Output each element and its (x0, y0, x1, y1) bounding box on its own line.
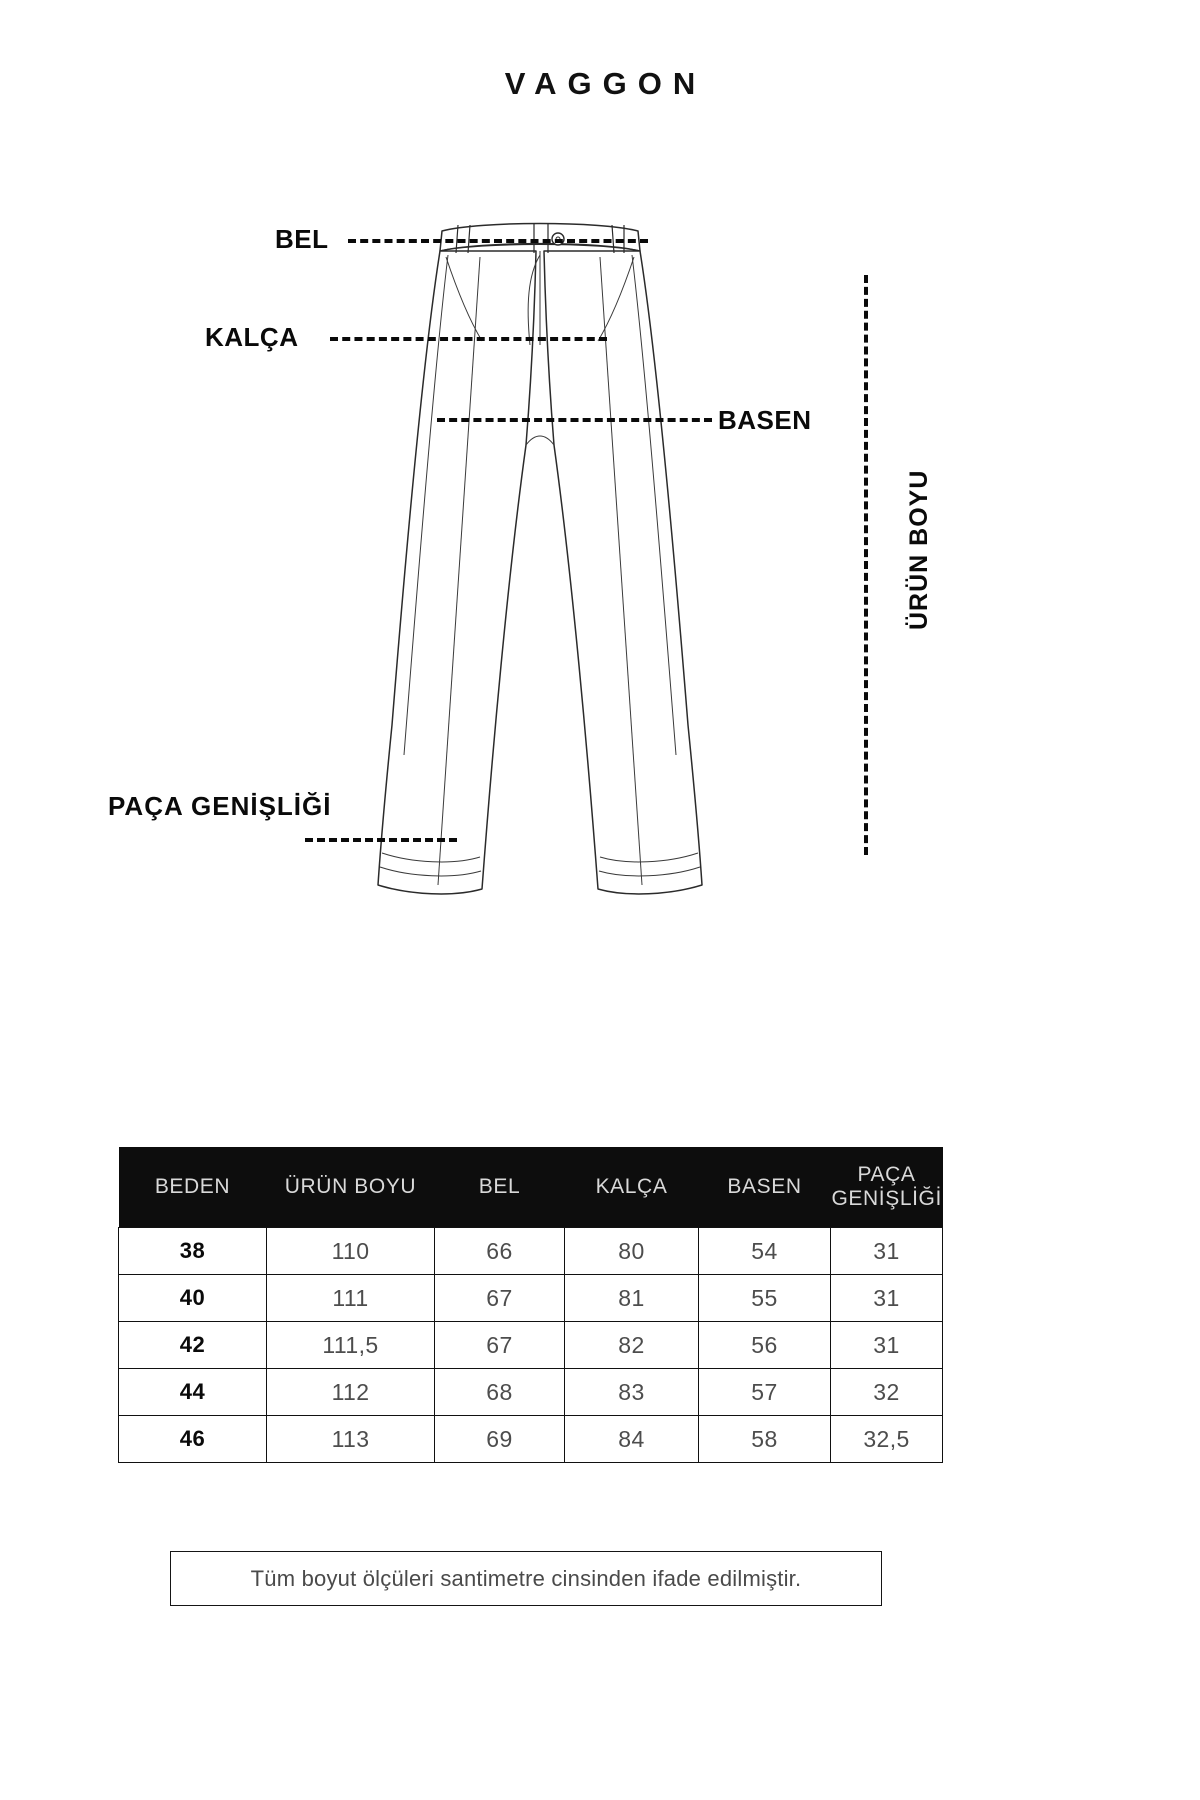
cell-kalca: 83 (565, 1369, 699, 1416)
cell-basen: 56 (699, 1322, 831, 1369)
cell-paca: 31 (831, 1228, 943, 1275)
header-urun-boyu: ÜRÜN BOYU (267, 1147, 435, 1228)
table-header-row (119, 1147, 943, 1228)
cell-basen: 55 (699, 1275, 831, 1322)
cell-paca: 32,5 (831, 1416, 943, 1463)
label-bel: BEL (275, 224, 329, 254)
table-row (119, 1369, 943, 1416)
cell-urun-boyu: 111 (267, 1275, 435, 1322)
label-kalca: KALÇA (205, 322, 299, 352)
label-urun-boyu: ÜRÜN BOYU (905, 469, 933, 630)
header-paca-genisligi (831, 1147, 943, 1228)
cell-basen: 57 (699, 1369, 831, 1416)
cell-beden: 42 (119, 1322, 267, 1369)
kalca-leader-line (330, 337, 607, 341)
cell-beden: 40 (119, 1275, 267, 1322)
cell-basen: 54 (699, 1228, 831, 1275)
cell-bel: 66 (435, 1228, 565, 1275)
table-row (119, 1416, 943, 1463)
cell-urun-boyu: 111,5 (267, 1322, 435, 1369)
basen-leader-line (437, 418, 712, 422)
table-row (119, 1228, 943, 1275)
table-row (119, 1275, 943, 1322)
unit-note-text: Tüm boyut ölçüleri santimetre cinsinden ifade edilmiştir. (250, 1565, 802, 1591)
cell-paca: 32 (831, 1369, 943, 1416)
cell-kalca: 80 (565, 1228, 699, 1275)
brand-logo: VAGGON (504, 66, 707, 101)
header-bel: BEL (435, 1147, 565, 1228)
label-basen: BASEN (718, 405, 812, 435)
header-paca-line2: GENİŞLİĞİ (831, 1187, 942, 1210)
cell-urun-boyu: 110 (267, 1228, 435, 1275)
cell-urun-boyu: 112 (267, 1369, 435, 1416)
cell-bel: 67 (435, 1322, 565, 1369)
header-basen: BASEN (699, 1147, 831, 1228)
cell-beden: 46 (119, 1416, 267, 1463)
paca-leader-line (305, 838, 457, 842)
cell-beden: 38 (119, 1228, 267, 1275)
cell-kalca: 82 (565, 1322, 699, 1369)
cell-beden: 44 (119, 1369, 267, 1416)
cell-bel: 67 (435, 1275, 565, 1322)
cell-bel: 69 (435, 1416, 565, 1463)
cell-kalca: 81 (565, 1275, 699, 1322)
pants-diagram (0, 150, 1200, 980)
header-kalca: KALÇA (565, 1147, 699, 1228)
table-row (119, 1322, 943, 1369)
table-body (119, 1228, 943, 1463)
pants-technical-drawing-icon (330, 195, 750, 915)
cell-kalca: 84 (565, 1416, 699, 1463)
header-paca-line1: PAÇA (857, 1162, 916, 1186)
cell-paca: 31 (831, 1322, 943, 1369)
size-table (118, 1147, 943, 1463)
label-paca-genisligi: PAÇA GENİŞLİĞİ (108, 791, 332, 821)
cell-bel: 68 (435, 1369, 565, 1416)
cell-basen: 58 (699, 1416, 831, 1463)
header-beden: BEDEN (119, 1147, 267, 1228)
cell-paca: 31 (831, 1275, 943, 1322)
bel-leader-line (348, 239, 648, 243)
unit-note-box (170, 1551, 882, 1606)
cell-urun-boyu: 113 (267, 1416, 435, 1463)
urun-boyu-leader-line (864, 275, 868, 855)
